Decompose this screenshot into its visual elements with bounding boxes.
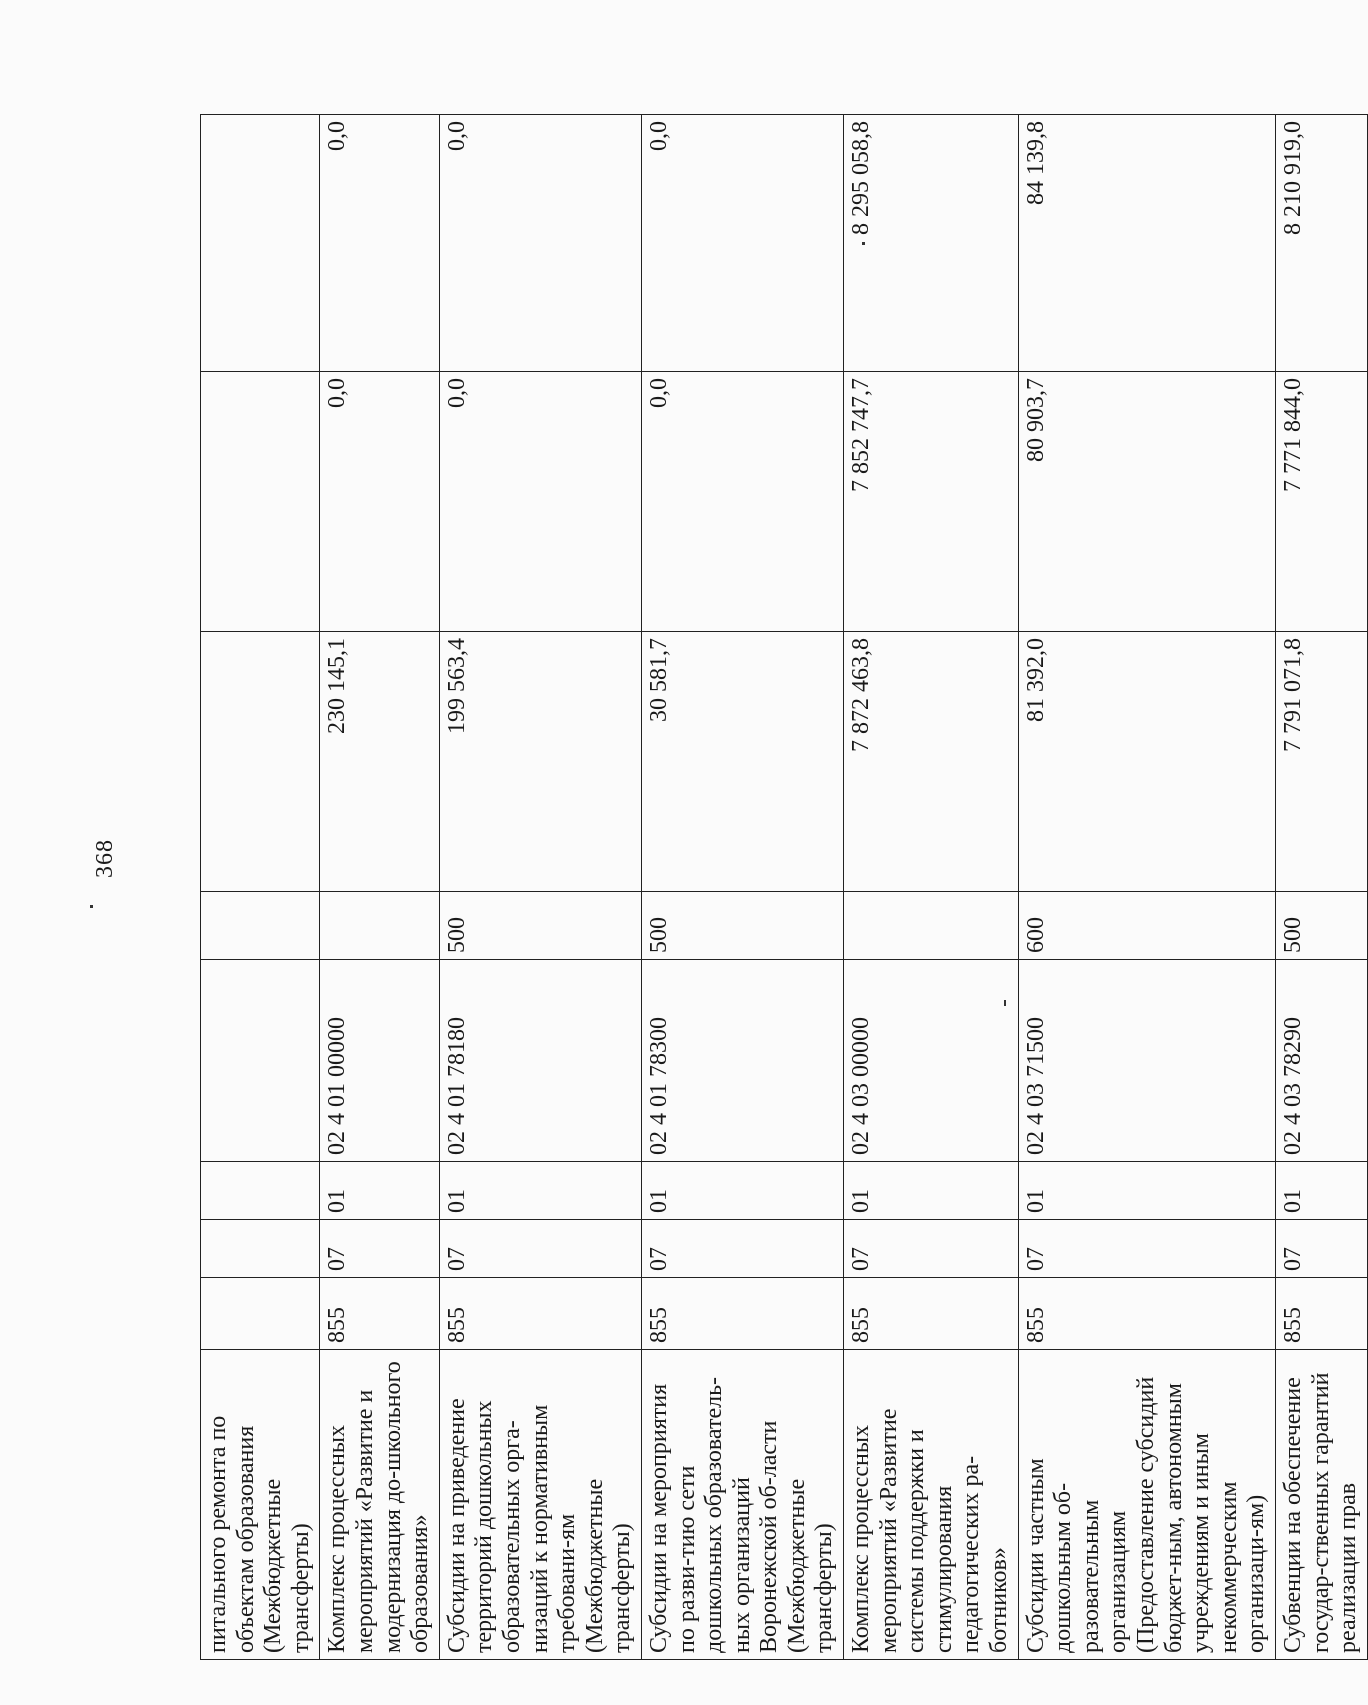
amount-year-1: 7 872 463,8	[844, 632, 1019, 892]
table-row	[320, 115, 439, 1660]
table-row	[641, 115, 843, 1660]
target-article-code: 02 4 01 78300	[641, 960, 843, 1162]
expense-type-code: 500	[439, 892, 641, 960]
table-row	[201, 115, 320, 1660]
row-name: Субсидии на мероприятия по разви-тию сети дошкольных образователь-ных организаций Воронежской об-ласти (Межбюджетные трансферты)	[641, 1350, 843, 1660]
row-name: питального ремонта по объектам образования (Межбюджетные трансферты)	[201, 1350, 320, 1660]
row-name: Комплекс процессных мероприятий «Развитие и модернизация до-школьного образования»	[320, 1350, 439, 1660]
section-code: 07	[844, 1220, 1019, 1278]
row-name: Субвенции на обеспечение государ-ственных гарантий реализации прав	[1275, 1350, 1367, 1660]
amount-year-1: 230 145,1	[320, 632, 439, 892]
grbs-code: 855	[641, 1278, 843, 1350]
amount-year-1: 30 581,7	[641, 632, 843, 892]
page-number: 368	[92, 839, 118, 878]
expense-type-code: 500	[1275, 892, 1367, 960]
subsection-code: 01	[641, 1162, 843, 1220]
target-article-code	[201, 960, 320, 1162]
amount-year-3: 0,0	[320, 115, 439, 372]
table-row	[439, 115, 641, 1660]
grbs-code: 855	[1275, 1278, 1367, 1350]
row-name: Субсидии на приведение территорий дошкольных образовательных орга-низаций к нормативным требовани-ям (Межбюджетные трансферты)	[439, 1350, 641, 1660]
table-row	[1018, 115, 1275, 1660]
row-name: Субсидии частным дошкольным об-разовательным организациям (Предоставление субсидий бюджет-ным, автономным учреждениям и иным некоммерческим организаци-ям)	[1018, 1350, 1275, 1660]
target-article-code: 02 4 03 78290	[1275, 960, 1367, 1162]
grbs-code: 855	[844, 1278, 1019, 1350]
amount-year-3: 0,0	[439, 115, 641, 372]
target-article-code: 02 4 01 78180	[439, 960, 641, 1162]
budget-allocation-table	[200, 114, 1368, 1660]
table-body	[201, 115, 1368, 1660]
subsection-code: 01	[320, 1162, 439, 1220]
expense-type-code: 500	[641, 892, 843, 960]
section-code: 07	[320, 1220, 439, 1278]
amount-year-3: 8 210 919,0	[1275, 115, 1367, 372]
grbs-code: 855	[439, 1278, 641, 1350]
section-code: 07	[641, 1220, 843, 1278]
row-name: Комплекс процессных мероприятий «Развитие системы поддержки и стимулирования педагогических ра-ботников»	[844, 1350, 1019, 1660]
amount-year-2: 0,0	[641, 372, 843, 632]
grbs-code: 855	[1018, 1278, 1275, 1350]
table-row	[844, 115, 1019, 1660]
amount-year-2: 7 852 747,7	[844, 372, 1019, 632]
subsection-code: 01	[844, 1162, 1019, 1220]
amount-year-3: 8 295 058,8	[844, 115, 1019, 372]
table-row	[1275, 115, 1367, 1660]
amount-year-1: 199 563,4	[439, 632, 641, 892]
subsection-code: 01	[1018, 1162, 1275, 1220]
amount-year-3	[201, 115, 320, 372]
amount-year-3: 84 139,8	[1018, 115, 1275, 372]
amount-year-2: 0,0	[320, 372, 439, 632]
target-article-code: 02 4 03 71500	[1018, 960, 1275, 1162]
amount-year-3: 0,0	[641, 115, 843, 372]
expense-type-code	[201, 892, 320, 960]
amount-year-2	[201, 372, 320, 632]
amount-year-2: 0,0	[439, 372, 641, 632]
grbs-code	[201, 1278, 320, 1350]
amount-year-1	[201, 632, 320, 892]
subsection-code: 01	[439, 1162, 641, 1220]
expense-type-code	[320, 892, 439, 960]
expense-type-code	[844, 892, 1019, 960]
amount-year-2: 7 771 844,0	[1275, 372, 1367, 632]
amount-year-1: 7 791 071,8	[1275, 632, 1367, 892]
scan-speck	[90, 905, 93, 908]
section-code	[201, 1220, 320, 1278]
amount-year-2: 80 903,7	[1018, 372, 1275, 632]
target-article-code: 02 4 01 00000	[320, 960, 439, 1162]
section-code: 07	[1275, 1220, 1367, 1278]
rotated-table-container	[200, 115, 1362, 1660]
grbs-code: 855	[320, 1278, 439, 1350]
section-code: 07	[439, 1220, 641, 1278]
target-article-code: 02 4 03 00000	[844, 960, 1019, 1162]
subsection-code: 01	[1275, 1162, 1367, 1220]
amount-year-1: 81 392,0	[1018, 632, 1275, 892]
expense-type-code: 600	[1018, 892, 1275, 960]
subsection-code	[201, 1162, 320, 1220]
section-code: 07	[1018, 1220, 1275, 1278]
